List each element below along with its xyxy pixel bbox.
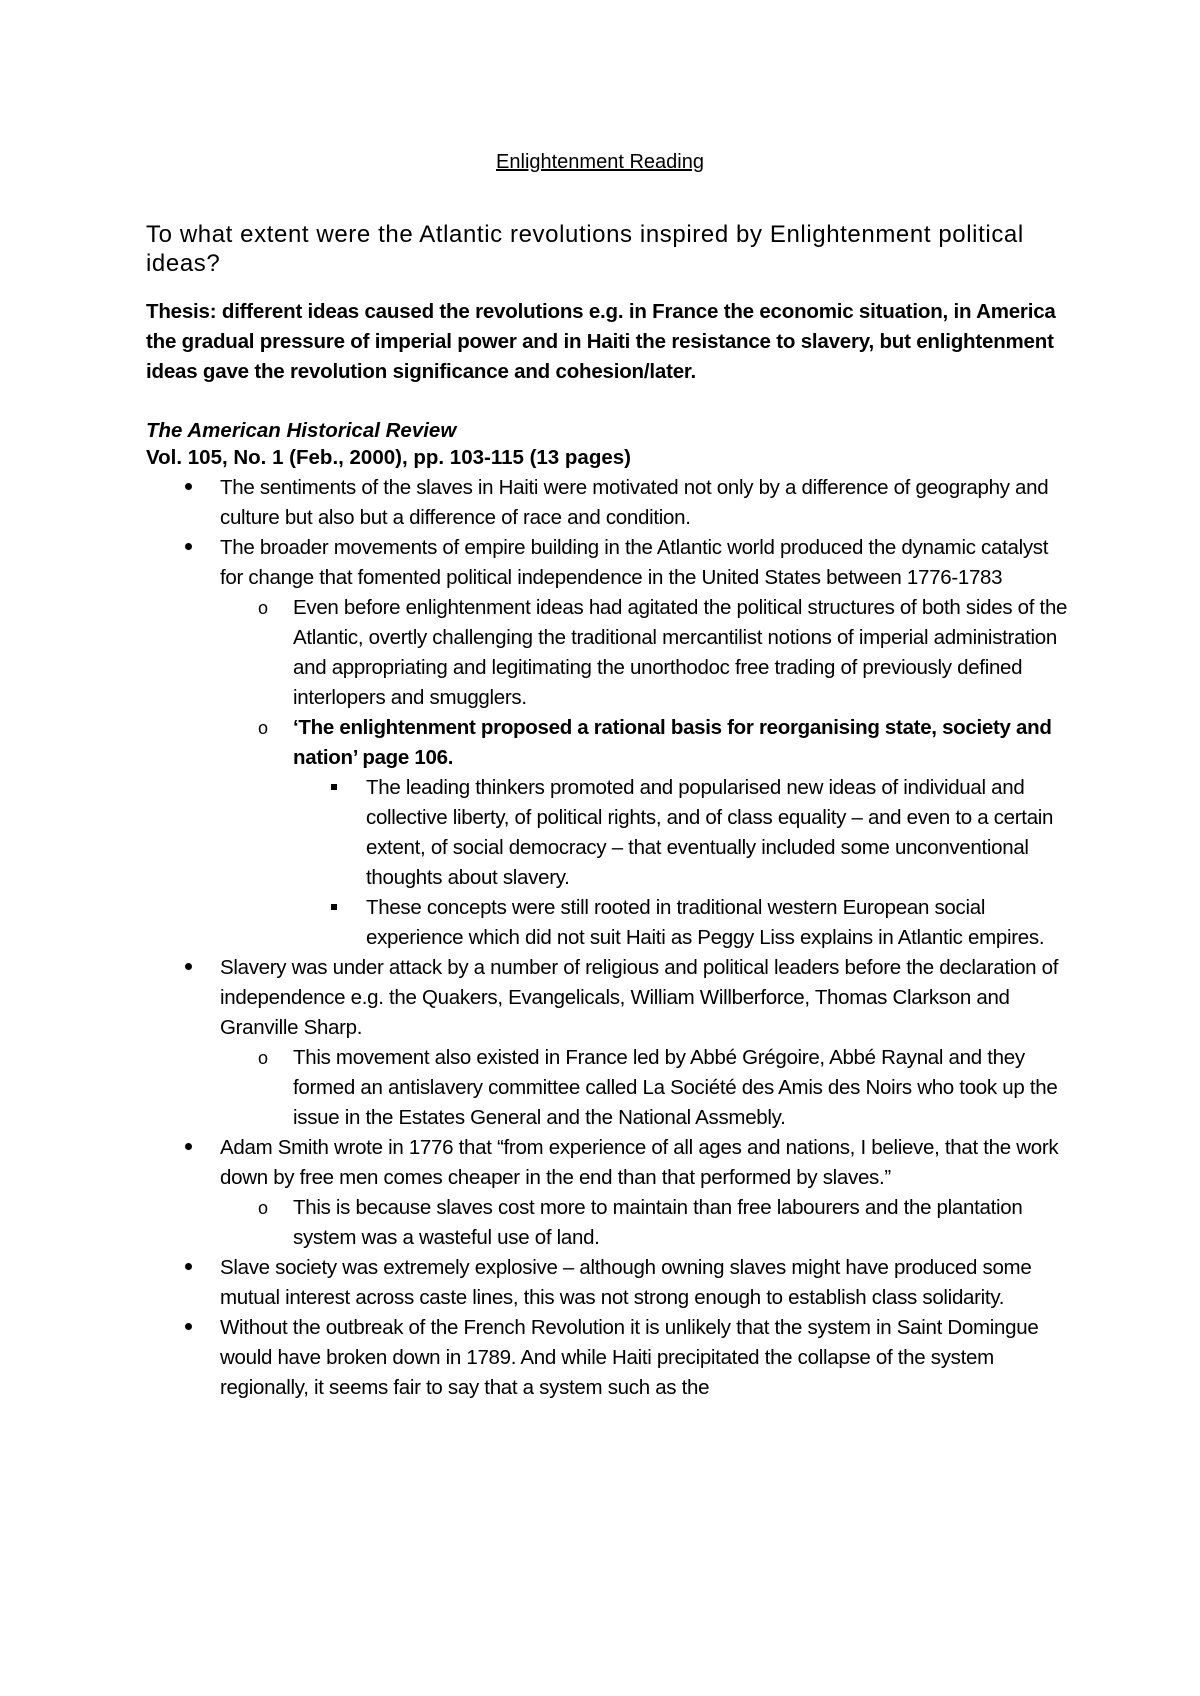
bullet-circle-icon: o [258,718,268,738]
bullet-dot-icon [185,533,215,563]
reading-notes [0,473,1200,1403]
source-journal-title: The American Historical Review [146,419,457,442]
note-text: The sentiments of the slaves in Haiti were motivated not only by a difference of geography and culture but also but a difference of race and condition. [220,476,1049,529]
list-item [258,1043,1073,1133]
note-text: Even before enlightenment ideas had agitated the political structures of both sides of the Atlantic, overtly challenging the traditional mercantilist notions of imperial administration and appropriating and legitimating the unorthodoc free trading of previously defined interlopers and smugglers. [293,596,1068,709]
quote-text: ‘The enlightenment proposed a rational basis for reorganising state, society and nation’ page 106. [293,716,1052,769]
list-item [220,1253,1065,1313]
note-text: The broader movements of empire building in the Atlantic world produced the dynamic catalyst for change that fomented political independence in the United States between 1776-1783 [220,536,1049,589]
list-item [220,1133,1065,1253]
list-item [258,1193,1073,1253]
sub-notes-list [220,593,1068,953]
bullet-dot-icon [185,1133,215,1163]
note-text: Adam Smith wrote in 1776 that “from experience of all ages and nations, I believe, that the work down by free men comes cheaper in the end than that performed by slaves.” [220,1136,1059,1189]
thesis-statement: Thesis: different ideas caused the revolutions e.g. in France the economic situation, in America the gradual pressure of imperial power and in Haiti the resistance to slavery, but enlightenment ideas gave the revolution significance and cohesion/later. [146,300,1056,383]
bullet-dot-icon [185,473,215,503]
list-item [258,713,1073,953]
bullet-square-icon [331,893,361,923]
bullet-circle-icon: o [258,598,268,618]
list-item [258,593,1073,713]
bullet-dot-icon [185,953,215,983]
source-volume-info: Vol. 105, No. 1 (Feb., 2000), pp. 103-115 (13 pages) [146,446,631,469]
note-text: Slave society was extremely explosive – although owning slaves might have produced some mutual interest across caste lines, this was not strong enough to establish class solidarity. [220,1256,1032,1309]
list-item [366,773,1073,893]
bullet-dot-icon [185,1313,215,1343]
bullet-circle-icon: o [258,1048,268,1068]
list-item [220,953,1065,1133]
bullet-circle-icon: o [258,1198,268,1218]
note-text: These concepts were still rooted in traditional western European social experience which did not suit Haiti as Peggy Liss explains in Atlantic empires. [366,896,1045,949]
note-text: Without the outbreak of the French Revolution it is unlikely that the system in Saint Domingue would have broken down in 1789. And while Haiti precipitated the collapse of the system regionally, it seems fair to say that a system such as the [220,1316,1039,1399]
note-text: The leading thinkers promoted and popularised new ideas of individual and collective liberty, of political rights, and of class equality – and even to a certain extent, of social democracy – that eventually included some unconventional thoughts about slavery. [366,776,1054,889]
note-text: Slavery was under attack by a number of religious and political leaders before the declaration of independence e.g. the Quakers, Evangelicals, William Willberforce, Thomas Clarkson and Granville Sharp. [220,956,1059,1039]
sub-sub-notes-list [293,773,1073,953]
bullet-square-icon [331,773,361,803]
notes-list [0,473,1200,1403]
essay-question: To what extent were the Atlantic revolutions inspired by Enlightenment political ideas? [146,221,1024,277]
note-text: This is because slaves cost more to maintain than free labourers and the plantation system was a wasteful use of land. [293,1196,1023,1249]
list-item [220,473,1065,533]
sub-notes-list [220,1043,1065,1133]
list-item [220,533,1068,953]
bullet-dot-icon [185,1253,215,1283]
note-text: This movement also existed in France led by Abbé Grégoire, Abbé Raynal and they formed an antislavery committee called La Société des Amis des Noirs who took up the issue in the Estates General and the National Assmebly. [293,1046,1058,1129]
list-item [220,1313,1065,1403]
document-title: Enlightenment Reading [496,151,704,173]
sub-notes-list [220,1193,1065,1253]
list-item [366,893,1073,953]
